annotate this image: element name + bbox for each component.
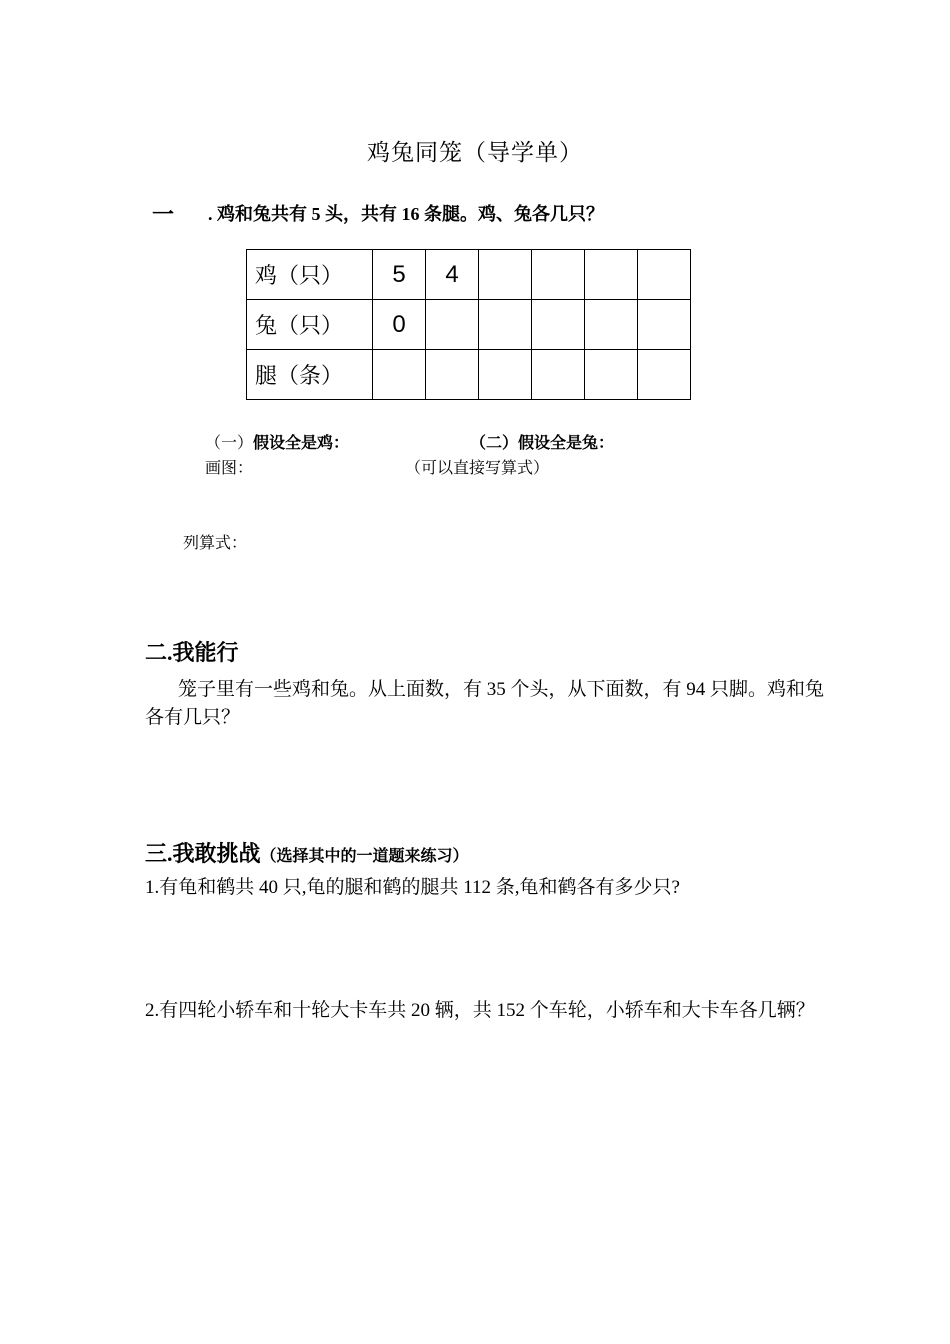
question-1: 1.有龟和鹤共 40 只,龟的腿和鹤的腿共 112 条,龟和鹤各有多少只? [145,877,680,898]
table-cell [479,250,532,300]
table-cell [373,350,426,400]
section2-heading: 二.我能行 [145,640,239,665]
assume-chicken-heading [205,430,349,453]
table-cell [426,300,479,350]
row-label-chicken: 鸡（只） [247,250,373,300]
row-label-legs: 腿（条） [247,350,373,400]
section3-heading-text: 三.我敢挑战 [145,841,261,866]
table-cell [532,250,585,300]
assume-chicken-prefix: （一） [205,435,254,452]
section3-heading [145,837,469,868]
table-cell [585,350,638,400]
assume-chicken-text: 假设全是鸡： [253,435,350,452]
assume-rabbit-heading: （二）假设全是兔： [470,435,615,452]
table-cell: 4 [426,250,479,300]
table-cell [638,250,691,300]
section1-problem: . 鸡和兔共有 5 头，共有 16 条腿。鸡、兔各几只？ [208,204,604,224]
table-cell [479,350,532,400]
table-cell: 5 [373,250,426,300]
draw-label: 画图： [205,460,254,477]
table-cell [426,350,479,400]
section3-note: （选择其中的一道题来练习） [260,848,469,865]
table-cell [532,300,585,350]
table-row [247,350,691,400]
table-cell [532,350,585,400]
table-cell [585,250,638,300]
section2-problem: 笼子里有一些鸡和兔。从上面数，有 35 个头，从下面数，有 94 只脚。鸡和兔各有几只？ [145,679,825,728]
section1-number: 一 [152,202,175,227]
page-title: 鸡兔同笼（导学单） [367,140,583,165]
direct-formula-note: （可以直接写算式） [405,460,550,477]
table-row [247,250,691,300]
table-cell [585,300,638,350]
question-2: 2.有四轮小轿车和十轮大卡车共 20 辆，共 152 个车轮，小轿车和大卡车各几辆？ [145,1000,815,1021]
table-cell [479,300,532,350]
table-row [247,300,691,350]
row-label-rabbit: 兔（只） [247,300,373,350]
table-cell [638,300,691,350]
table-cell [638,350,691,400]
formula-label: 列算式： [183,535,248,552]
trial-table [246,249,691,400]
table-cell: 0 [373,300,426,350]
